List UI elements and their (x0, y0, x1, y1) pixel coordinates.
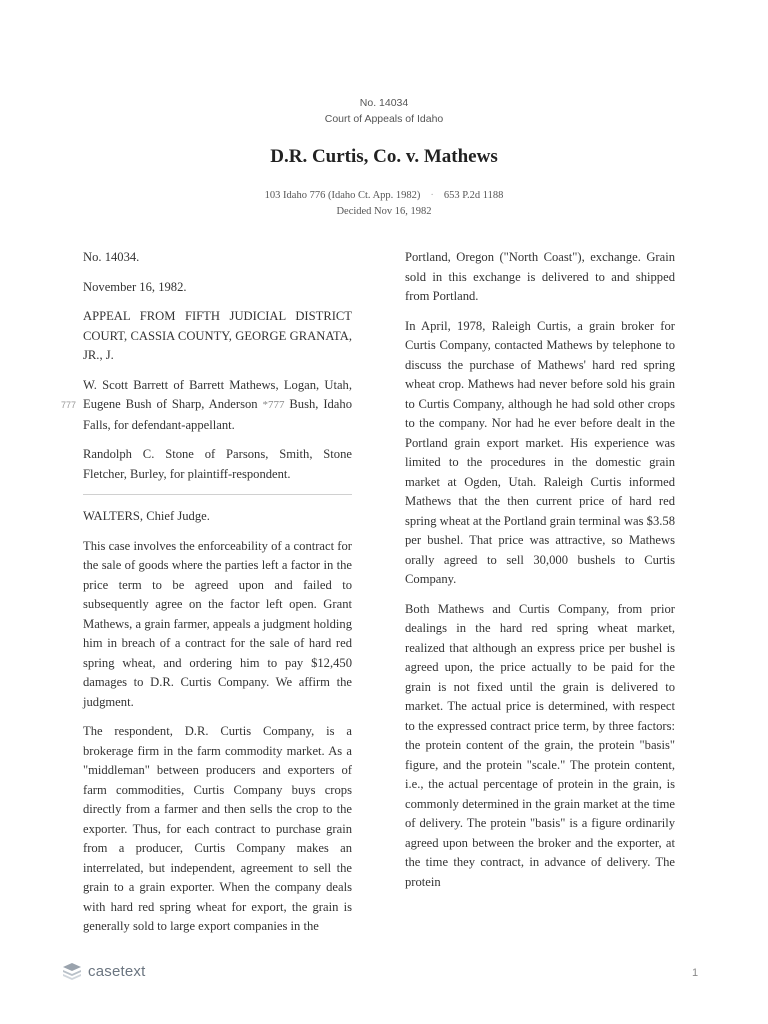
appellant-counsel-text-2: Bush, Idaho Falls, for defendant-appellant. (83, 397, 352, 432)
star-page-marker: *777 (262, 399, 285, 411)
judge-line: WALTERS, Chief Judge. (83, 509, 210, 523)
opinion-paragraph-2: The respondent, D.R. Curtis Company, is a brokerage firm in the farm commodity market. As a "middleman" between producers and exporters of farm commodities, Curtis Company buys crops directly from a farmer and then sells the crop to the exporter. Thus, for each contract to purchase grain from a producer, Curtis Company makes an interrelated, but independent, agreement to sell the grain to a grain exporter. When the company deals with hard red spring wheat for export, the grain is generally sold to large export companies in the (83, 724, 352, 933)
decision-date: November 16, 1982. (83, 279, 187, 294)
citation-reporter-2: 653 P.2d 1188 (443, 190, 504, 201)
case-title: D.R. Curtis, Co. v. Mathews (270, 146, 498, 167)
respondent-counsel: Randolph C. Stone of Parsons, Smith, Stone Fletcher, Burley, for plaintiff-respondent. (83, 447, 352, 481)
appellant-counsel (83, 376, 352, 436)
citation-line (0, 190, 768, 201)
casetext-brand: casetext (88, 962, 146, 980)
decided-date: Decided Nov 16, 1982 (336, 206, 432, 217)
citation-reporter-1: 103 Idaho 776 (Idaho Ct. App. 1982) (264, 190, 421, 201)
court-name: Court of Appeals of Idaho (324, 113, 444, 125)
docket-number: No. 14034. (83, 250, 140, 264)
right-column (405, 248, 675, 902)
divider (83, 494, 352, 495)
opinion-paragraph-1: This case involves the enforceability of a contract for the sale of goods where the parties left a factor in the price term to be agreed upon and failed to subsequently agree on the factor left open. Grant Mathews, a grain farmer, appeals a judgment holding him in breach of a contract for the sale of hard red spring wheat, and ordering him to pay $12,450 damages to D.R. Curtis Company. We affirm the judgment. (83, 538, 352, 709)
opinion-paragraph-5: Both Mathews and Curtis Company, from prior dealings in the hard red spring wheat market, realized that although an express price per bushel is agreed upon, the price actually to be paid for the grain is not fixed until the grain is delivered to market. The actual price is determined, with respect to the expressed contract price term, by three factors: the protein content of the grain, the protein "basis" figure, and the protein "scale." The protein content, i.e., the actual percentage of protein in the grain, is commonly determined in the grain market at the time of delivery. The protein "basis" is a figure ordinarily agreed upon between the broker and the exporter, at the time they contract, in advance of delivery. The protein (405, 601, 675, 889)
margin-page-marker: 777 (61, 400, 77, 410)
appellant-counsel-text-1: W. Scott Barrett of Barrett Mathews, Logan, Utah, Eugene Bush of Sharp, Anderson (83, 377, 352, 411)
appeal-heading: APPEAL FROM FIFTH JUDICIAL DISTRICT COURT, CASSIA COUNTY, GEORGE GRANATA, JR., J. (83, 309, 352, 362)
left-column (83, 248, 352, 947)
opinion-paragraph-3: Portland, Oregon ("North Coast"), exchange. Grain sold in this exchange is delivered to and shipped from Portland. (405, 250, 675, 303)
page-number: 1 (692, 967, 699, 979)
citation-separator: · (430, 190, 434, 201)
case-number: No. 14034 (359, 97, 409, 109)
casetext-stack-icon (62, 962, 82, 980)
casetext-logo[interactable] (62, 962, 145, 980)
opinion-paragraph-4: In April, 1978, Raleigh Curtis, a grain broker for Curtis Company, contacted Mathews by telephone to discuss the purchase of Mathews' hard red spring wheat crop. Mathews had never before sold his grain to Curtis Company, although he had sold other crops to the company. Nor had he ever before dealt in the Portland grain export market. His experience was limited to the procedures in the domestic grain market at Ogden, Utah. Raleigh Curtis informed Mathews that the then current price of hard red spring wheat at the Portland grain terminal was $3.58 per bushel. That price was attractive, so Mathews orally agreed to sell 30,000 bushels to Curtis Company. (405, 318, 675, 586)
